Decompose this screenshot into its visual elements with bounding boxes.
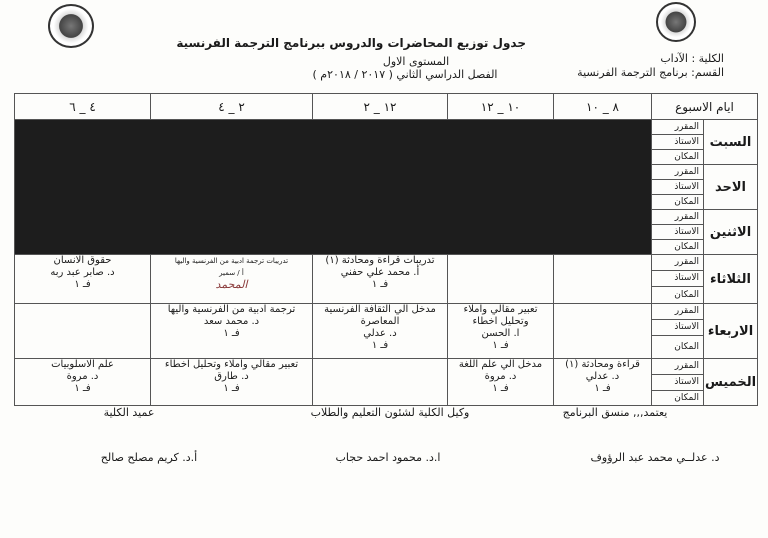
schedule-table — [14, 93, 758, 406]
cell-line: فـ ١ — [74, 383, 91, 394]
cell-line: فـ ١ — [74, 279, 91, 290]
subrow-label: المكان — [652, 150, 704, 165]
redacted-block — [15, 120, 652, 255]
cell-line: تدريبات ترجمة ادبية من الفرنسية واليها — [174, 257, 289, 265]
slot-header: ٤ _ ٦ — [15, 94, 151, 120]
subrow-label: المكان — [652, 336, 704, 359]
level-label: المستوى الاول — [382, 55, 450, 68]
subrow-label: الاستاذ — [652, 320, 704, 336]
schedule-cell — [448, 304, 554, 359]
cell-line: تعبير مقالي واملاء — [463, 304, 538, 315]
faculty-label: الكلية : الآداب — [660, 52, 724, 65]
schedule-cell — [448, 255, 554, 304]
schedule-cell — [15, 304, 151, 359]
cell-line: فـ ١ — [594, 383, 611, 394]
slot-header: ٢ _ ٤ — [151, 94, 313, 120]
schedule-cell — [151, 359, 313, 406]
cell-line: فـ ١ — [371, 340, 389, 351]
cell-line: د. عدلي — [363, 328, 397, 339]
subrow-label: المقرر — [652, 210, 704, 225]
day-label: السبت — [704, 120, 758, 165]
cell-line: أ / سمير — [219, 269, 244, 277]
subrow-label: الاستاذ — [652, 135, 704, 150]
schedule-cell — [151, 304, 313, 359]
slot-header: ٨ _ ١٠ — [554, 94, 652, 120]
subrow-label: الاستاذ — [652, 375, 704, 391]
cell-line: وتحليل اخطاء — [472, 316, 529, 327]
cell-line: فـ ١ — [492, 340, 509, 351]
schedule-cell — [554, 304, 652, 359]
subrow-label: المكان — [652, 287, 704, 304]
dean-name: أ.د. كريم مصلح صالح — [100, 451, 198, 464]
handwritten-signature: المحمد — [215, 278, 248, 291]
cell-line: حقوق الانسان — [53, 255, 112, 266]
cell-line: المعاصرة — [360, 316, 400, 327]
cell-line: مدخل الي الثقافة الفرنسية — [324, 304, 436, 315]
cell-line: د. طارق — [214, 371, 249, 382]
schedule-cell — [448, 359, 554, 406]
department-label: القسم: برنامج الترجمة الفرنسية — [577, 66, 724, 79]
day-label: الاحد — [704, 165, 758, 210]
schedule-cell — [151, 255, 313, 304]
subrow-label: الاستاذ — [652, 180, 704, 195]
cell-line: علم الاسلوبيات — [51, 359, 114, 370]
semester-label: الفصل الدراسي الثاني ( ٢٠١٧ / ٢٠١٨م ) — [312, 68, 498, 81]
cell-line: د. محمد سعد — [203, 316, 260, 327]
approval-label: يعتمد,,, منسق البرنامج — [562, 406, 668, 419]
cell-line: ا. الحسن — [481, 328, 520, 339]
cell-line: فـ ١ — [223, 328, 240, 339]
cell-line: فـ ١ — [492, 383, 509, 394]
cell-line: أ. محمد علي حفني — [340, 267, 420, 278]
dean-title: عميد الكلية — [103, 406, 155, 419]
subrow-label: المكان — [652, 391, 704, 406]
day-label: الثلاثاء — [704, 255, 758, 304]
subrow-label: المكان — [652, 240, 704, 255]
subrow-label: المقرر — [652, 120, 704, 135]
schedule-cell — [313, 359, 448, 406]
subrow-label: المقرر — [652, 304, 704, 320]
schedule-cell — [15, 255, 151, 304]
schedule-cell — [15, 359, 151, 406]
subrow-label: المقرر — [652, 359, 704, 375]
slot-header: ١٢ _ ٢ — [313, 94, 448, 120]
cell-line: د. مروة — [484, 371, 517, 382]
vice-dean-title: وكيل الكلية لشئون التعليم والطلاب — [310, 406, 470, 419]
subrow-label: الاستاذ — [652, 271, 704, 287]
cell-line: د. عدلي — [585, 371, 620, 382]
cell-line: د. مروة — [66, 371, 99, 382]
university-logo-left — [48, 4, 94, 48]
table-row — [15, 304, 758, 320]
table-row — [15, 120, 758, 135]
day-label: الاثنين — [704, 210, 758, 255]
table-row — [15, 255, 758, 271]
page-title: جدول توزيع المحاضرات والدروس ببرنامج الترجمة الفرنسية — [176, 36, 526, 50]
table-header-row — [15, 94, 758, 120]
subrow-label: المقرر — [652, 165, 704, 180]
cell-line: د. صابر عبد ربه — [50, 267, 115, 278]
cell-line: تعبير مقالي واملاء وتحليل اخطاء — [164, 359, 299, 370]
schedule-cell — [554, 255, 652, 304]
cell-line: قراءة ومحادثة (١) — [565, 359, 640, 370]
table-row — [15, 359, 758, 375]
day-label: الخميس — [704, 359, 758, 406]
subrow-label: المكان — [652, 195, 704, 210]
vice-dean-name: ا.د. محمود احمد حجاب — [335, 451, 441, 464]
days-header: ايام الاسبوع — [652, 94, 758, 120]
coordinator-name: د. عدلــي محمد عبد الرؤوف — [590, 451, 720, 464]
schedule-cell — [554, 359, 652, 406]
schedule-cell — [313, 255, 448, 304]
slot-header: ١٠ _ ١٢ — [448, 94, 554, 120]
cell-line: تدريبات قراءة ومحادثة (١) — [325, 255, 435, 266]
university-logo-right — [656, 2, 696, 42]
schedule-cell — [313, 304, 448, 359]
subrow-label: المقرر — [652, 255, 704, 271]
cell-line: فـ ١ — [371, 279, 389, 290]
cell-line: فـ ١ — [223, 383, 240, 394]
cell-line: ترجمة ادبية من الفرنسية واليها — [167, 304, 296, 315]
cell-line: مدخل الي علم اللغة — [458, 359, 543, 370]
day-label: الاربعاء — [704, 304, 758, 359]
subrow-label: الاستاذ — [652, 225, 704, 240]
